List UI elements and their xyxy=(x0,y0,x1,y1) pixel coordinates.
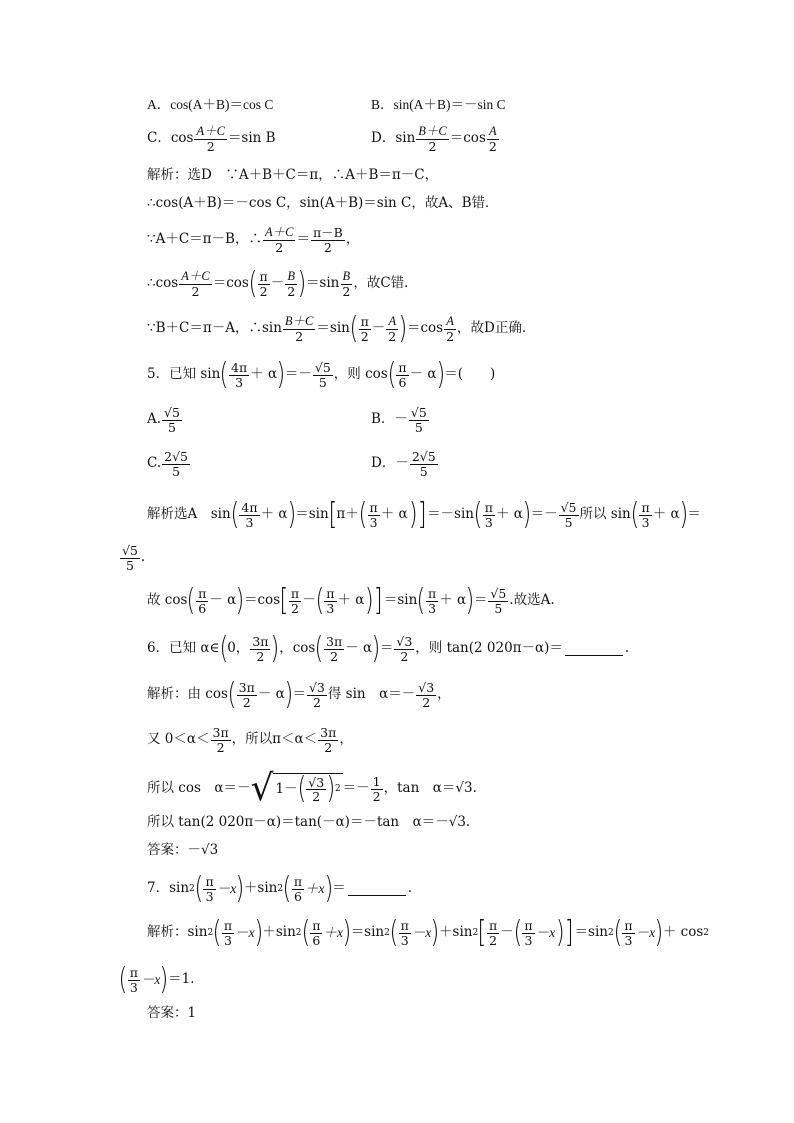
q5-option-d: D．－ $\frac{2√5}{5}$ xyxy=(371,449,436,479)
answer-blank[interactable] xyxy=(348,883,406,896)
q5-option-c: C. $\frac{2√5}{5}$ xyxy=(147,449,189,479)
q4-solution-line-2: ∴cos(A＋B)＝－cos C，sin(A＋B)＝sin C，故A、B错． xyxy=(147,195,499,212)
left-paren: ( xyxy=(349,311,359,346)
q4-solution-line-1: 解析：选D ∵A＋B＋C＝π，∴A＋B＝π－C， xyxy=(147,167,439,184)
q4-option-a: A．cos(A＋B)＝cos C xyxy=(147,97,274,113)
q5-solution-line-2: $\frac{√5}{5}$ . xyxy=(122,543,146,573)
q6-solution-line-3: 所以 cos α＝－ √ 1－ ( $\frac{√3}{2}$ ) 2 ＝－ $\frac{1}{2}$ ，tan α＝√3. xyxy=(147,767,477,809)
q7-answer: 答案：1 xyxy=(147,1005,197,1022)
q4-option-c: C．cos $\frac{A+C}{2}$ ＝sin B xyxy=(147,124,276,154)
q6-stem: 6．已知 α∈ ( 0， $\frac{3\pi}{2}$ ) ，cos ( $\frac{3\pi}{2}$ － α ) ＝ $\frac{√3}{2}$ ，则 tan(2 020π－α)＝ . xyxy=(147,631,630,666)
q7-solution-line-2: ( $\frac{\pi}{3}$ －x ) ＝1. xyxy=(118,962,195,997)
q5-option-a: A. $\frac{√5}{5}$ xyxy=(147,405,180,435)
q6-solution-line-2: 又 0＜α＜ $\frac{3\pi}{2}$ ，所以π＜α＜ $\frac{3\pi}{2}$ ， xyxy=(147,725,353,755)
q4-option-d: D．sin $\frac{B+C}{2}$ ＝cos $\frac{A}{2}$ xyxy=(371,124,497,154)
q4-option-b: B．sin(A＋B)＝－sin C xyxy=(371,97,506,113)
q6-solution-line-1: 解析：由 cos ( $\frac{3\pi}{2}$ － α ) ＝ $\frac{√3}{2}$ 得 sin α＝－ $\frac{√3}{2}$ ， xyxy=(147,677,451,712)
q5-solution-line-3: 故 cos ( $\frac{\pi}{6}$ － α ) ＝cos [ $\frac{\pi}{2}$ － ( $\frac{\pi}{3}$ ＋ α )] ＝sin ( $\frac{\pi}{3}$ ＋ α ) ＝ $\frac{√5}{5}$ .故选A. xyxy=(147,583,555,618)
q4-solution-line-4: ∴cos $\frac{A+C}{2}$ ＝cos ( $\frac{\pi}{2}$ － $\frac{B}{2}$ ) ＝sin $\frac{B}{2}$ ，故C错． xyxy=(147,266,418,301)
q4-solution-line-3: ∵A＋C＝π－B，∴ $\frac{A+C}{2}$ ＝ $\frac{\pi-B}{2}$ ， xyxy=(147,225,360,255)
right-paren: ) xyxy=(398,311,408,346)
square-root: √ 1－ ( $\frac{√3}{2}$ ) 2 xyxy=(250,767,341,809)
q5-stem: 5．已知 sin ( $\frac{4\pi}{3}$ ＋ α ) ＝－ $\frac{√5}{5}$ ，则 cos ( $\frac{\pi}{6}$ － α ) ＝( ) xyxy=(147,357,496,392)
q6-answer: 答案：－√3 xyxy=(147,842,219,859)
left-paren: ( xyxy=(248,266,258,301)
q5-solution-line-1: 解析选A sin ( $\frac{4\pi}{3}$ ＋ α ) ＝sin [ π＋ ( $\frac{\pi}{3}$ ＋ α )] ＝－sin ( $\frac{\pi}{3}$ ＋ α ) ＝－ $\frac{√5}{5}$ 所以 sin ( $\frac{\pi}{3}$ ＋ α ) ＝ xyxy=(147,497,701,532)
q7-solution-line-1: 解析：sin 2 ( $\frac{\pi}{3}$ －x ) ＋sin 2 ( $\frac{\pi}{6}$ ＋x ) ＝sin 2 ( $\frac{\pi}{3}$ －x ) ＋sin 2 [ $\frac{\pi}{2}$ － ( $\frac{\pi}{3}$ －x )] ＝sin 2 ( $\frac{\pi}{3}$ －x ) ＋ cos 2 xyxy=(147,915,710,950)
q4-solution-line-5: ∵B＋C＝π－A，∴sin $\frac{B+C}{2}$ ＝sin ( $\frac{\pi}{2}$ － $\frac{A}{2}$ ) ＝cos $\frac{A}{2}$ ，故D正确． xyxy=(147,311,536,346)
answer-blank[interactable] xyxy=(565,643,623,656)
q5-option-b: B．－ $\frac{√5}{5}$ xyxy=(371,405,427,435)
q7-stem: 7．sin 2 ( $\frac{\pi}{3}$ －x ) ＋sin 2 ( $\frac{\pi}{6}$ ＋x ) ＝ . xyxy=(147,871,413,906)
q6-solution-line-4: 所以 tan(2 020π－α)＝tan(－α)＝－tan α＝－√3. xyxy=(147,814,471,831)
right-paren: ) xyxy=(297,266,307,301)
